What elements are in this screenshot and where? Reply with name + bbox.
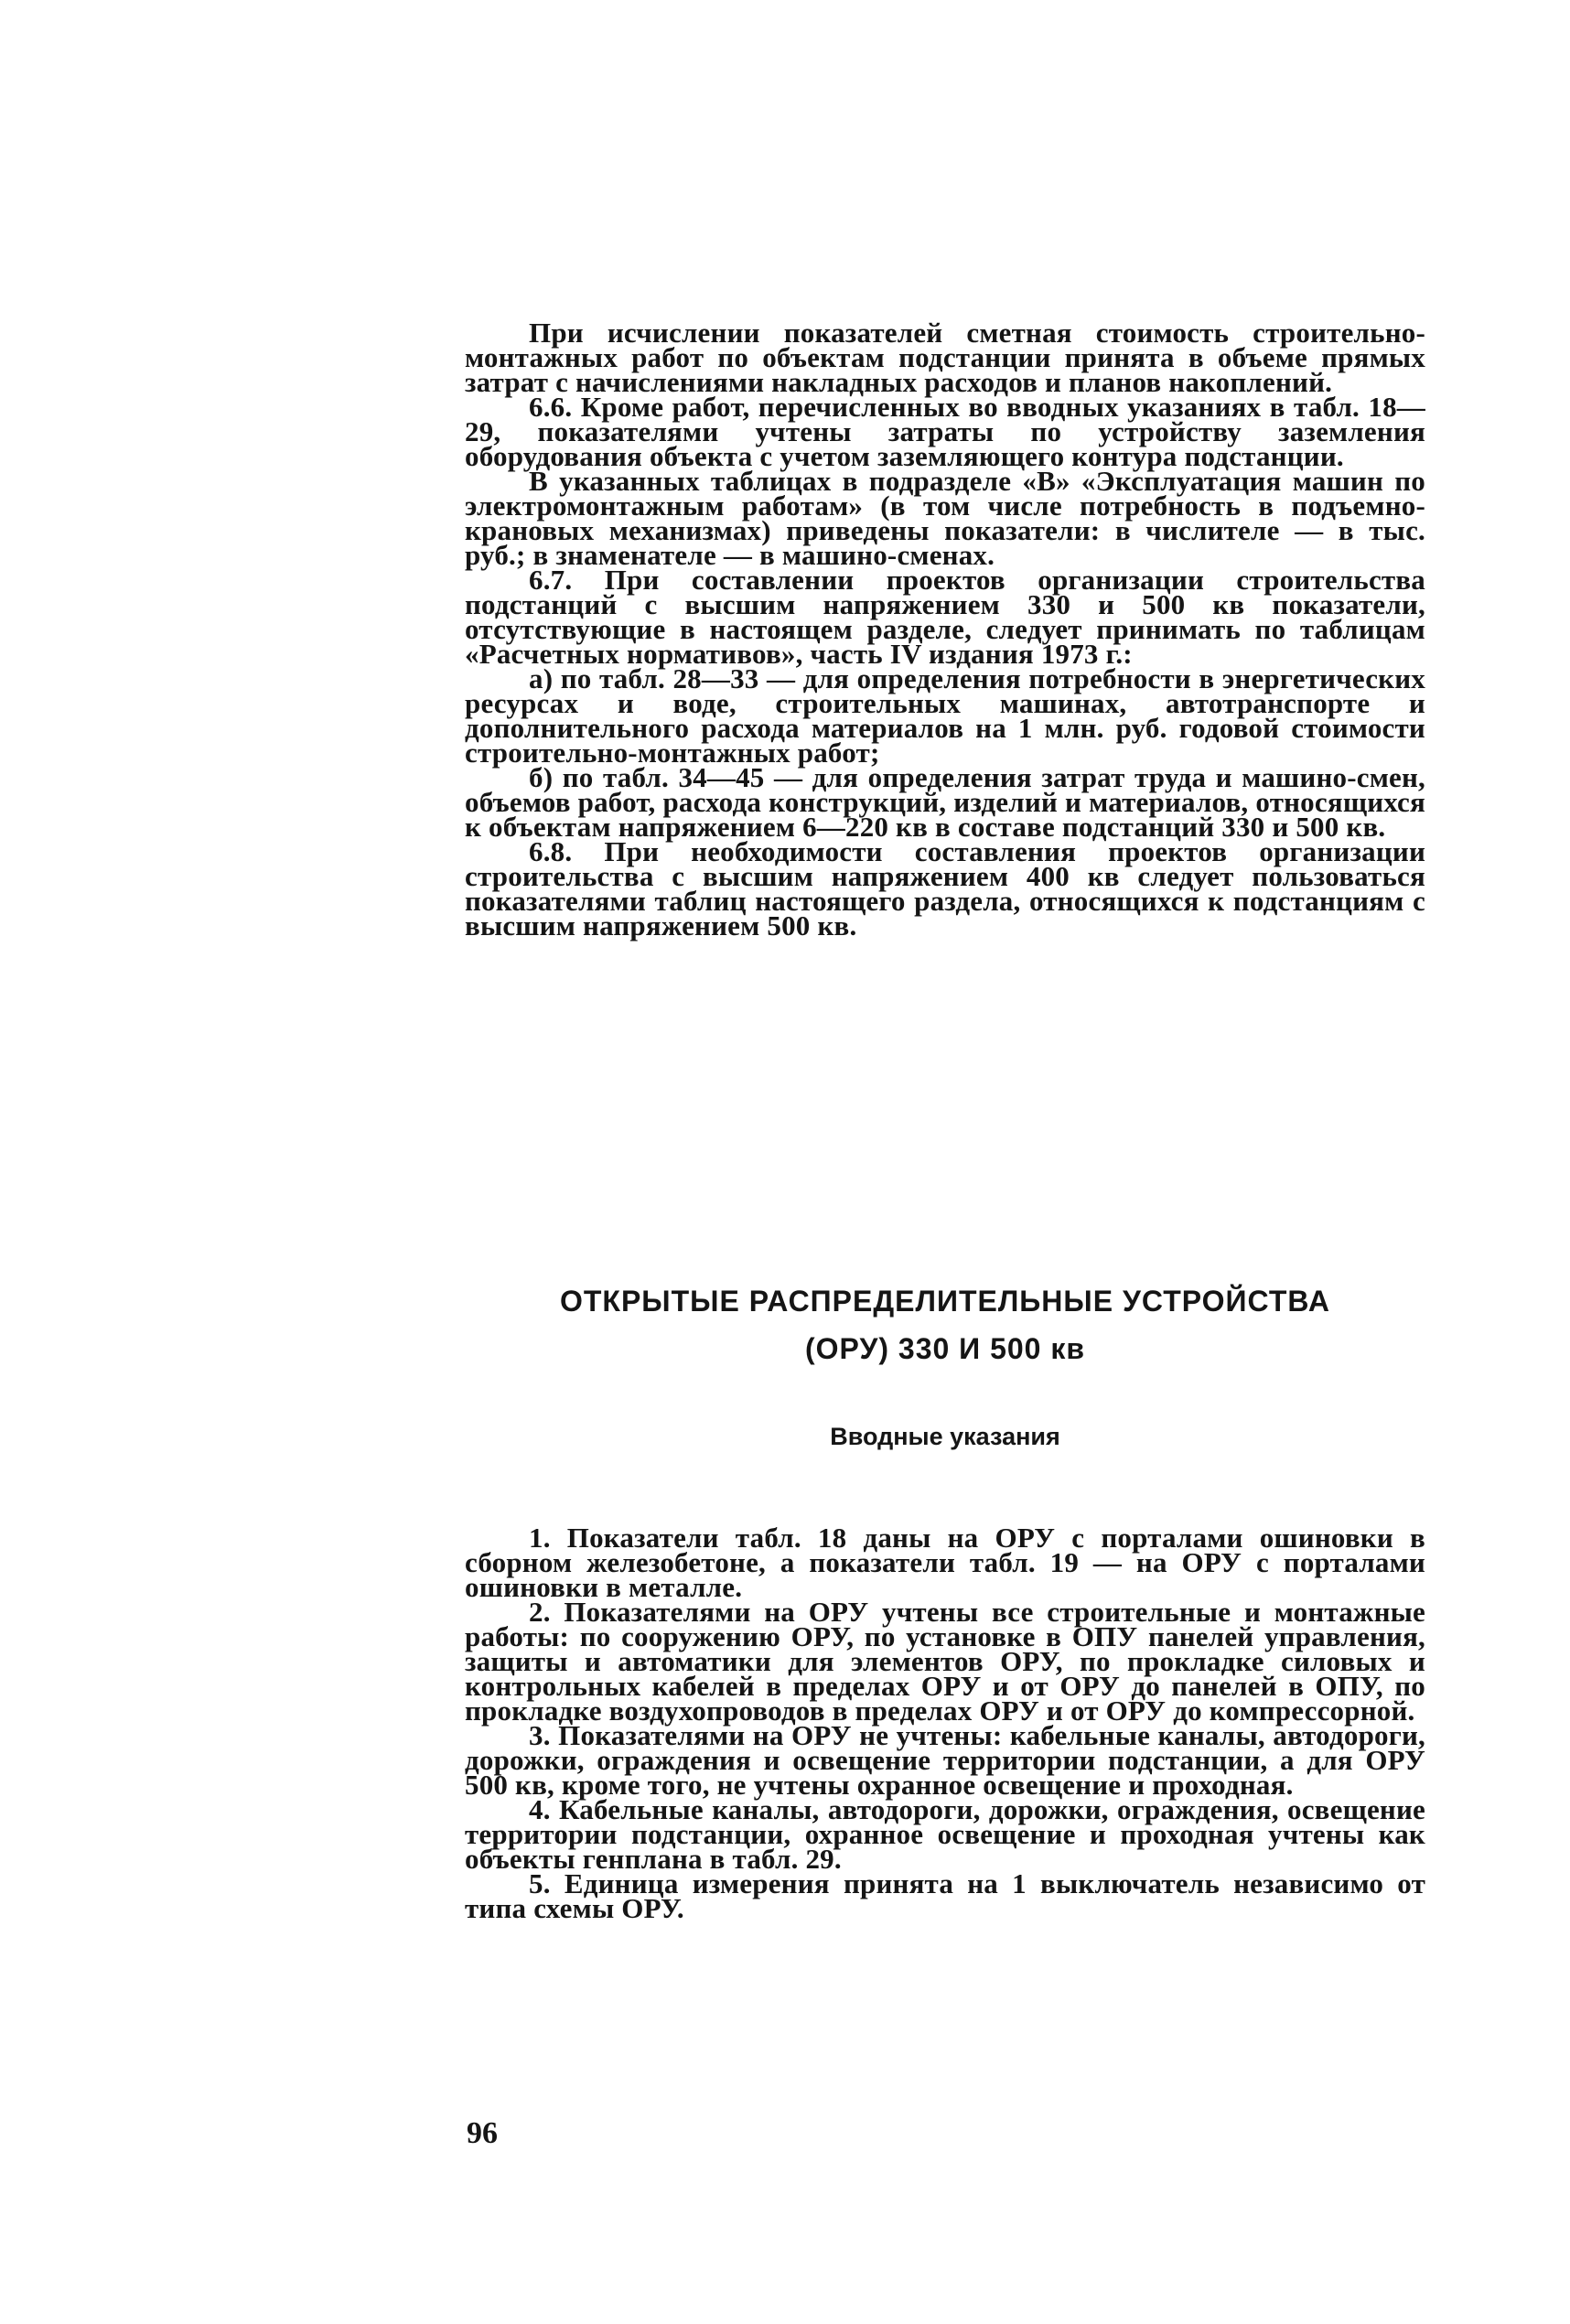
instruction-5: 5. Единица измерения принята на 1 выключатель независимо от типа схемы ОРУ. bbox=[465, 1867, 1425, 1924]
page-number: 96 bbox=[467, 2116, 498, 2150]
paragraph-6-7: 6.7. При составлении проектов организации строительства подстанций с высшим напряжением 330 и 500 кв показатели, отсутствующие в настоящем разделе, следует принимать по таблицам «Расчетных нормативов», часть IV издания 1973 г.: bbox=[465, 564, 1425, 670]
paragraph-estimate-cost: При исчислении показателей сметная стоимость строительно-монтажных работ по объектам подстанции принята в объеме прямых затрат с начислениями накладных расходов и планов накоплений. bbox=[465, 317, 1425, 398]
bottom-text-block bbox=[465, 1522, 1425, 1924]
paragraph-6-6: 6.6. Кроме работ, перечисленных во вводных указаниях в табл. 18—29, показателями учтены затраты по устройству заземления оборудования объекта с учетом заземляющего контура подстанции. bbox=[465, 391, 1425, 472]
sub-heading: Вводные указания bbox=[830, 1423, 1060, 1450]
instruction-2: 2. Показателями на ОРУ учтены все строительные и монтажные работы: по сооружению ОРУ, по установке в ОПУ панелей управления, защиты и автоматики для элементов ОРУ, по прокладке силовых и контрольных кабелей в пределах ОРУ и от ОРУ до панелей в ОПУ, по прокладке воздухопроводов в пределах ОРУ и от ОРУ до компрессорной. bbox=[465, 1596, 1425, 1727]
section-heading-line1: ОТКРЫТЫЕ РАСПРЕДЕЛИТЕЛЬНЫЕ УСТРОЙСТВА bbox=[559, 1285, 1331, 1318]
instruction-1: 1. Показатели табл. 18 даны на ОРУ с порталами ошиновки в сборном железобетоне, а показатели табл. 19 — на ОРУ с порталами ошиновки в металле. bbox=[465, 1522, 1425, 1603]
paragraph-6-7-a: а) по табл. 28—33 — для определения потребности в энергетических ресурсах и воде, строительных машинах, автотранспорте и дополнительного расхода материалов на 1 млн. руб. годовой стоимости строительно-монтажных работ; bbox=[465, 662, 1425, 769]
paragraph-6-8: 6.8. При необходимости составления проектов организации строительства с высшим напряжением 400 кв следует пользоваться показателями таблиц настоящего раздела, относящихся к подстанциям с высшим напряжением 500 кв. bbox=[465, 835, 1425, 941]
section-heading-line2: (ОРУ) 330 И 500 кв bbox=[804, 1332, 1086, 1365]
paragraph-6-7-b: б) по табл. 34—45 — для определения затрат труда и машино-смен, объемов работ, расхода конструкций, изделий и материалов, относящихся к объектам напряжением 6—220 кв в составе подстанций 330 и 500 кв. bbox=[465, 761, 1425, 843]
paragraph-machines: В указанных таблицах в подразделе «В» «Эксплуатация машин по электромонтажным работам» (в том числе потребность в подъемно-крановых механизмах) приведены показатели: в числителе — в тыс. руб.; в знаменателе — в машино-сменах. bbox=[465, 465, 1425, 571]
instruction-3: 3. Показателями на ОРУ не учтены: кабельные каналы, автодороги, дорожки, ограждения и освещение территории подстанции, а для ОРУ 500 кв, кроме того, не учтены охранное освещение и проходная. bbox=[465, 1719, 1425, 1801]
top-text-block bbox=[465, 317, 1425, 941]
instruction-4: 4. Кабельные каналы, автодороги, дорожки, ограждения, освещение территории подстанции, охранное освещение и проходная учтены как объекты генплана в табл. 29. bbox=[465, 1793, 1425, 1875]
section-heading bbox=[465, 1277, 1425, 1372]
